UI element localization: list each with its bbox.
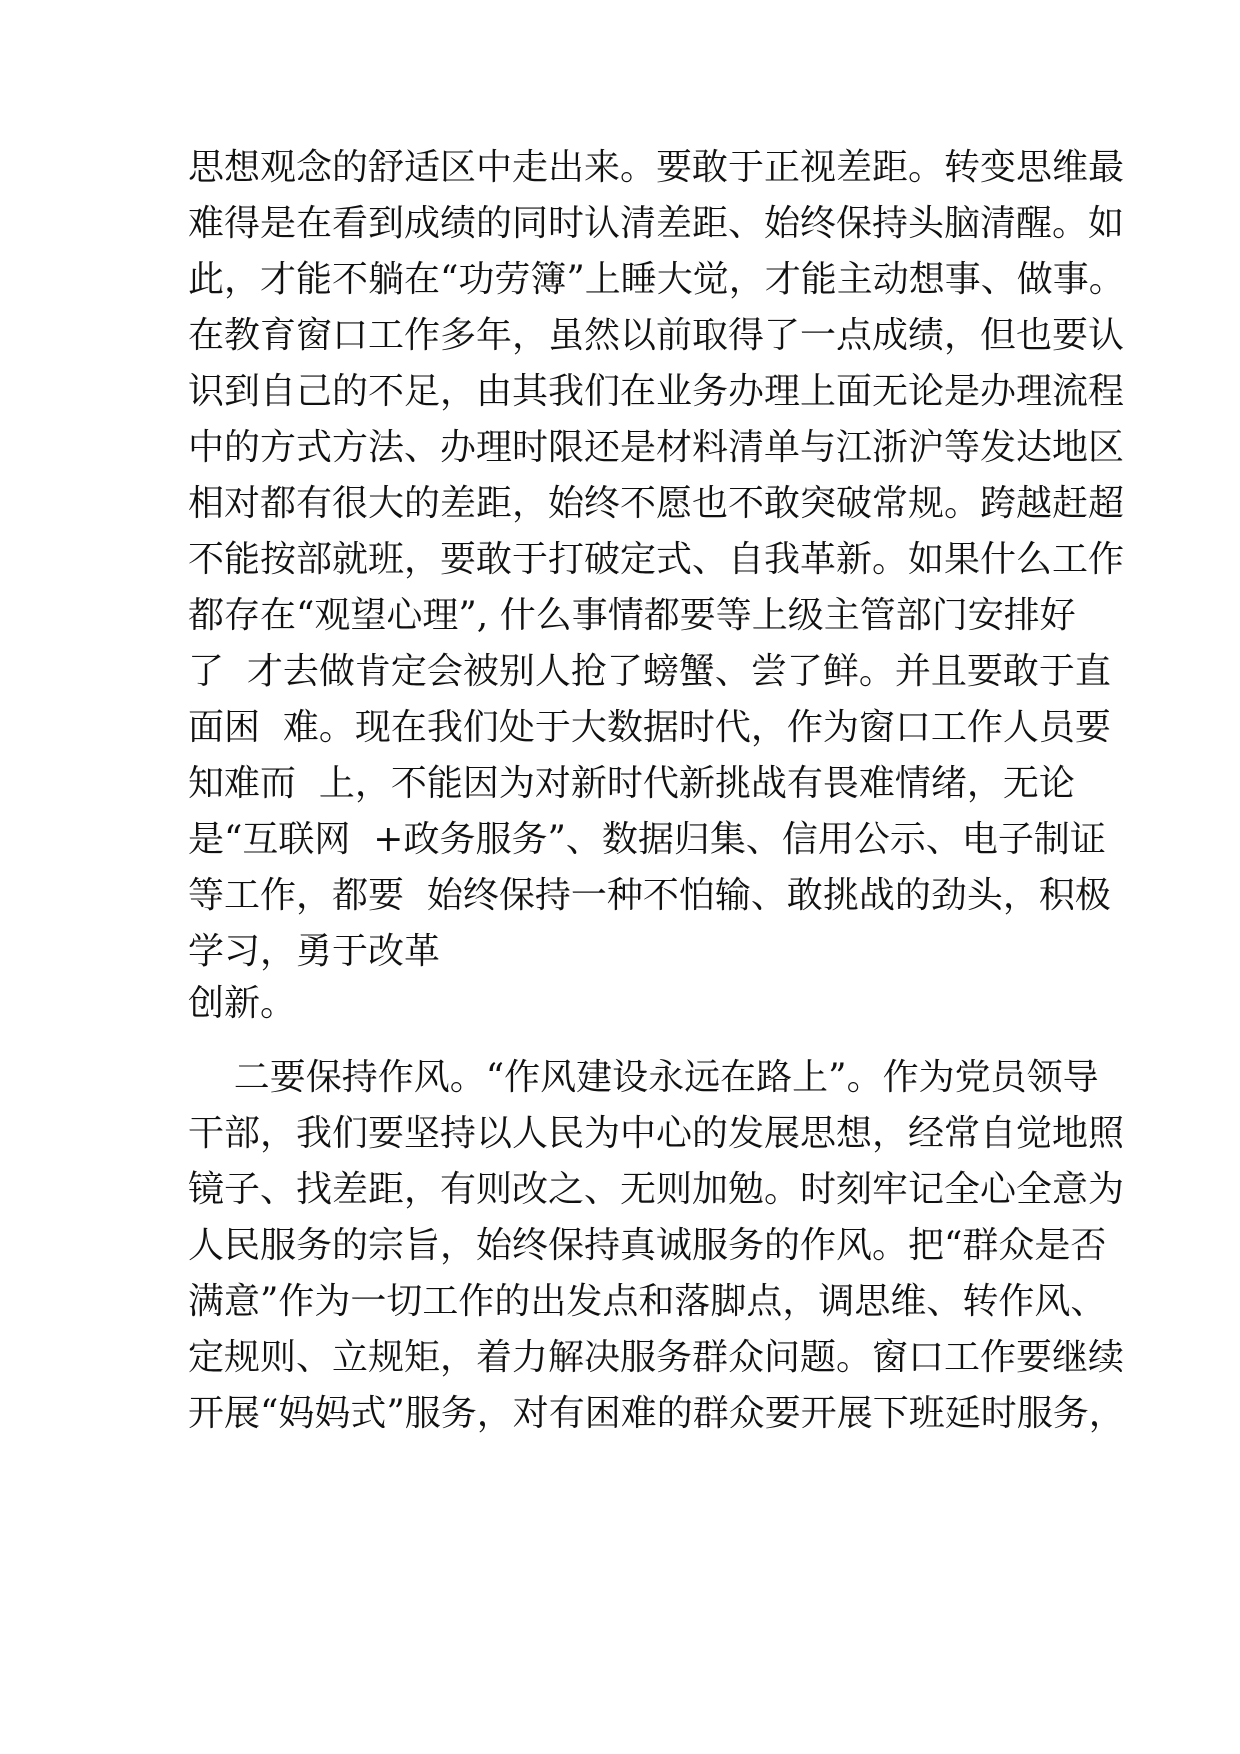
text-line: 等工作，都要 始终保持一种不怕输、敢挑战的劲头，积极 bbox=[188, 875, 1111, 916]
text-line: 满意”作为一切工作的出发点和落脚点，调思维、转作风、 bbox=[188, 1281, 1107, 1322]
text-line: 是“互联网 +政务服务”、数据归集、信用公示、电子制证 bbox=[188, 819, 1106, 860]
text-line: 学习，勇于改革 bbox=[188, 931, 441, 972]
text-line: 了 才去做肯定会被别人抢了螃蟹、尝了鲜。并且要敢于直 bbox=[188, 651, 1111, 692]
text-line: 镜子、找差距，有则改之、无则加勉。时刻牢记全心全意为 bbox=[188, 1169, 1125, 1210]
text-line: 在教育窗口工作多年，虽然以前取得了一点成绩，但也要认 bbox=[188, 315, 1125, 356]
text-line: 思想观念的舒适区中走出来。要敢于正视差距。转变思维最 bbox=[188, 147, 1125, 188]
text-line: 相对都有很大的差距，始终不愿也不敢突破常规。跨越赶超 bbox=[188, 483, 1125, 524]
text-line: 创新。 bbox=[188, 983, 297, 1024]
text-line: 识到自己的不足，由其我们在业务办理上面无论是办理流程 bbox=[188, 371, 1125, 412]
text-line: 人民服务的宗旨，始终保持真诚服务的作风。把“群众是否 bbox=[188, 1225, 1107, 1266]
text-line: 定规则、立规矩，着力解决服务群众问题。窗口工作要继续 bbox=[188, 1337, 1125, 1378]
text-line: 此，才能不躺在“功劳簿”上睡大觉，才能主动想事、做事。 bbox=[188, 259, 1125, 300]
text-line: 都存在“观望心理”, 什么事情都要等上级主管部门安排好 bbox=[188, 595, 1076, 636]
text-line: 知难而 上，不能因为对新时代新挑战有畏难情绪，无论 bbox=[188, 763, 1075, 804]
text-line: 不能按部就班，要敢于打破定式、自我革新。如果什么工作 bbox=[188, 539, 1125, 580]
text-line: 干部，我们要坚持以人民为中心的发展思想，经常自觉地照 bbox=[188, 1113, 1125, 1154]
text-line: 中的方式方法、办理时限还是材料清单与江浙沪等发达地区 bbox=[188, 427, 1125, 468]
text-line: 二要保持作风。“作风建设永远在路上”。作为党员领导 bbox=[188, 1057, 1099, 1098]
text-line: 难得是在看到成绩的同时认清差距、始终保持头脑清醒。如 bbox=[188, 203, 1125, 244]
text-line: 面困 难。现在我们处于大数据时代，作为窗口工作人员要 bbox=[188, 707, 1111, 748]
text-line: 开展“妈妈式”服务，对有困难的群众要开展下班延时服务， bbox=[188, 1393, 1125, 1434]
